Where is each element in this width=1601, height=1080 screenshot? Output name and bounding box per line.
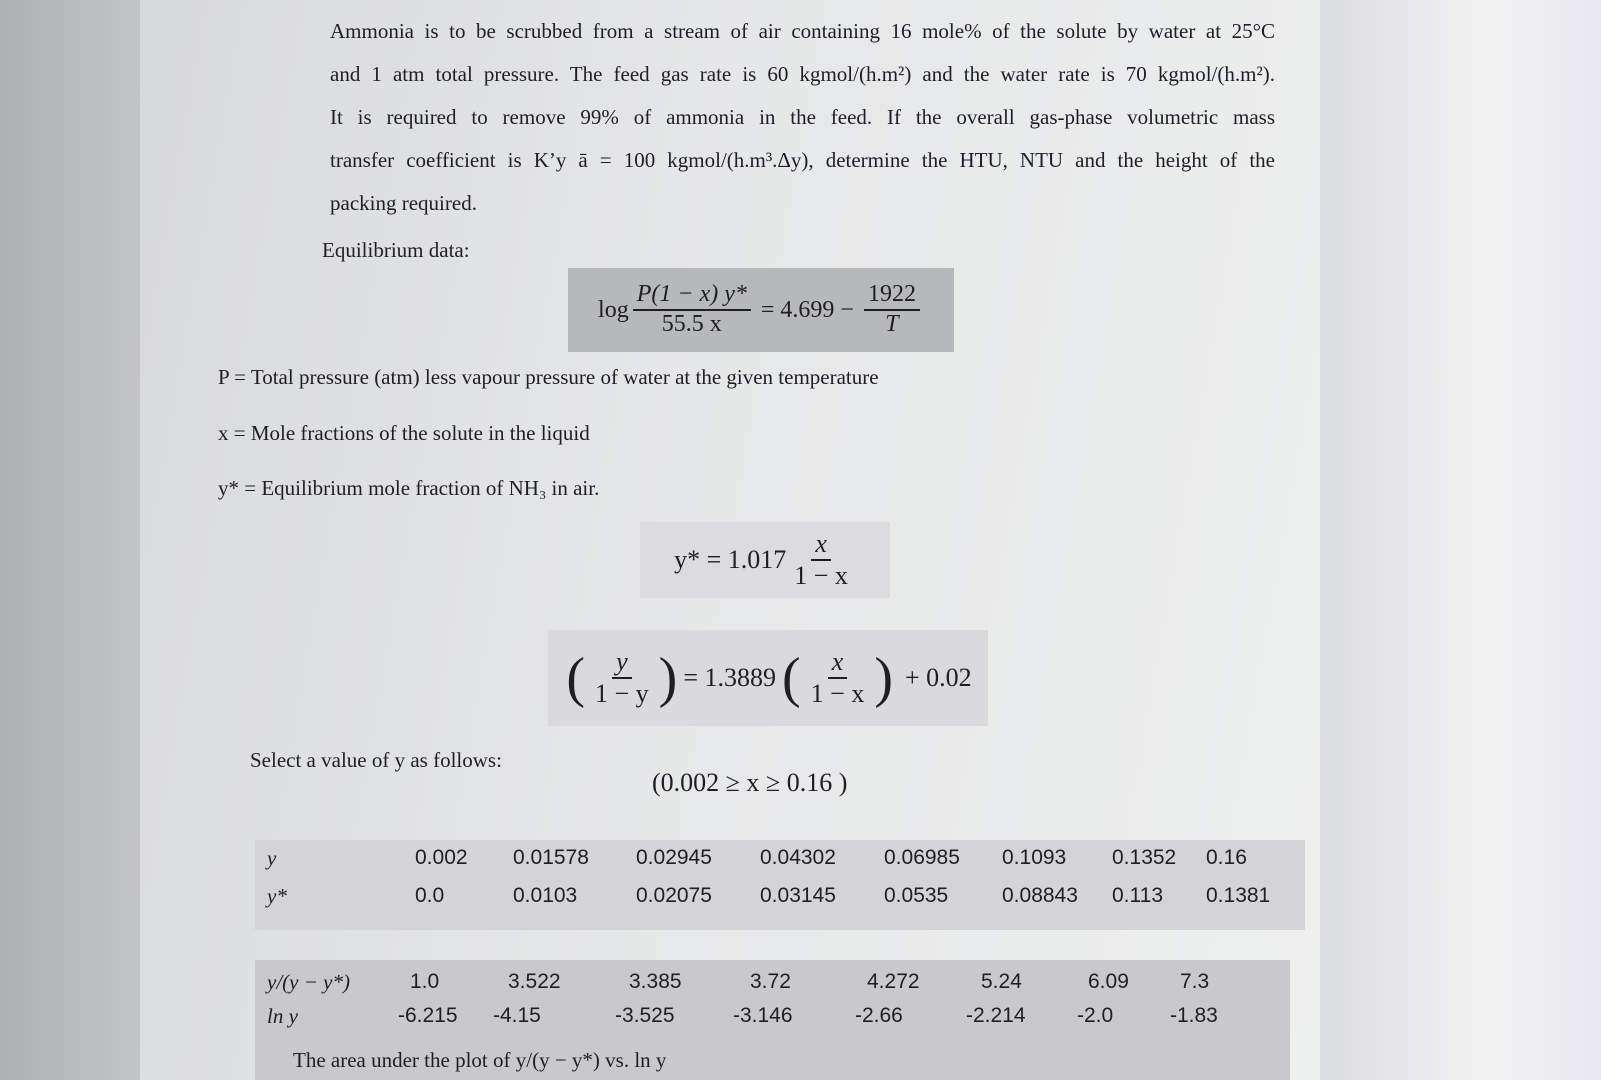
equation-operating-line (548, 630, 988, 726)
cell-ratio-4: 3.72 (750, 970, 791, 993)
cell-ystar-4: 0.03145 (760, 884, 836, 907)
eq3-right-denominator: 1 − x (810, 679, 865, 708)
cell-ratio-3: 3.385 (629, 970, 682, 993)
eq3-right-paren-open: ( (782, 647, 801, 709)
cell-y-8: 0.16 (1206, 846, 1247, 869)
eq3-right-numerator: x (828, 647, 848, 679)
row-label-ratio: y/(y − y*) (267, 970, 350, 994)
cell-ratio-1: 1.0 (410, 970, 440, 993)
eq2-numerator: x (811, 529, 831, 561)
cell-y-6: 0.1093 (1002, 846, 1067, 869)
problem-line-2: and 1 atm total pressure. The feed gas rate is 60 kgmol/(h.m²) and the water rate is 70 kgmol/(h.m²). (330, 62, 1275, 86)
cell-ratio-5: 4.272 (867, 970, 920, 993)
cell-ystar-1: 0.0 (415, 884, 445, 907)
cell-ystar-6: 0.08843 (1002, 884, 1078, 907)
cell-ystar-5: 0.0535 (884, 884, 949, 907)
cell-ratio-7: 6.09 (1088, 970, 1129, 993)
eq3-left-fraction (591, 647, 653, 709)
eq2-fraction (790, 529, 852, 591)
cell-lny-7: -2.0 (1077, 1004, 1114, 1027)
eq3-left-paren-close: ) (658, 647, 678, 709)
cell-ystar-3: 0.02075 (636, 884, 712, 907)
eq1-log: log (598, 296, 629, 323)
footer-text: The area under the plot of y/(y − y*) vs. ln y (293, 1048, 667, 1072)
background-right (1320, 0, 1601, 1080)
equation-y-star (640, 522, 890, 598)
cell-lny-1: -6.215 (398, 1004, 458, 1027)
problem-line-5: packing required. (330, 191, 477, 215)
cell-ratio-8: 7.3 (1180, 970, 1210, 993)
cell-y-5: 0.06985 (884, 846, 960, 869)
cell-lny-4: -3.146 (733, 1004, 793, 1027)
eq3-tail: + 0.02 (904, 663, 972, 692)
row-label-y: y (267, 846, 277, 870)
eq3-left-numerator: y (612, 647, 632, 679)
eq1-right-denominator: T (885, 311, 899, 337)
eq1-right-fraction (864, 281, 920, 338)
cell-y-2: 0.01578 (513, 846, 589, 869)
definition-x: x = Mole fractions of the solute in the liquid (218, 421, 590, 445)
equilibrium-data-label: Equilibrium data: (322, 238, 470, 262)
eq1-numerator: P(1 − x) y* (633, 281, 751, 311)
cell-y-7: 0.1352 (1112, 846, 1177, 869)
x-range: (0.002 ≥ x ≥ 0.16 ) (652, 768, 848, 797)
eq2-lhs: y* = 1.017 (674, 545, 787, 574)
cell-lny-5: -2.66 (855, 1004, 903, 1027)
table-y-ystar (255, 840, 1305, 930)
table-row (255, 970, 1290, 1006)
definition-y-star: y* = Equilibrium mole fraction of NH₃ in air. (218, 476, 600, 500)
eq3-right-paren-close: ) (874, 647, 893, 709)
table-row (255, 884, 1305, 920)
equation-log-equilibrium (568, 268, 954, 352)
cell-lny-2: -4.15 (493, 1004, 541, 1027)
problem-line-3: It is required to remove 99% of ammonia in the feed. If the overall gas-phase volumetric mass (330, 105, 1275, 129)
eq3-right-fraction (807, 647, 869, 709)
cell-y-1: 0.002 (415, 846, 468, 869)
eq1-middle: = 4.699 − (760, 296, 854, 323)
cell-ratio-2: 3.522 (508, 970, 561, 993)
row-label-lny: ln y (267, 1004, 298, 1028)
cell-ystar-7: 0.113 (1112, 884, 1163, 907)
table-row (255, 1004, 1290, 1040)
cell-lny-6: -2.214 (966, 1004, 1026, 1027)
cell-ystar-8: 0.1381 (1206, 884, 1271, 907)
eq1-right-numerator: 1922 (864, 281, 920, 311)
cell-y-3: 0.02945 (636, 846, 712, 869)
select-y-label: Select a value of y as follows: (250, 748, 502, 772)
eq3-left-denominator: 1 − y (595, 679, 649, 708)
row-label-y-star: y* (267, 884, 287, 908)
problem-line-1: Ammonia is to be scrubbed from a stream of air containing 16 mole% of the solute by water at 25°C (330, 19, 1275, 43)
definition-p: P = Total pressure (atm) less vapour pressure of water at the given temperature (218, 365, 879, 389)
table-row (255, 846, 1305, 882)
cell-lny-3: -3.525 (615, 1004, 675, 1027)
cell-ratio-6: 5.24 (981, 970, 1022, 993)
cell-lny-8: -1.83 (1170, 1004, 1218, 1027)
eq1-fraction (633, 281, 751, 338)
cell-y-4: 0.04302 (760, 846, 836, 869)
eq3-left-paren-open: ( (566, 647, 585, 709)
background-left (0, 0, 150, 1080)
table-ratio-lny (255, 960, 1290, 1080)
eq1-denominator: 55.5 x (661, 311, 722, 337)
eq2-denominator: 1 − x (794, 561, 848, 590)
eq3-middle: = 1.3889 (683, 663, 776, 692)
cell-ystar-2: 0.0103 (513, 884, 578, 907)
problem-statement (330, 10, 1275, 225)
problem-line-4: transfer coefficient is K’y ā = 100 kgmol/(h.m³.Δy), determine the HTU, NTU and the height of the (330, 148, 1275, 172)
